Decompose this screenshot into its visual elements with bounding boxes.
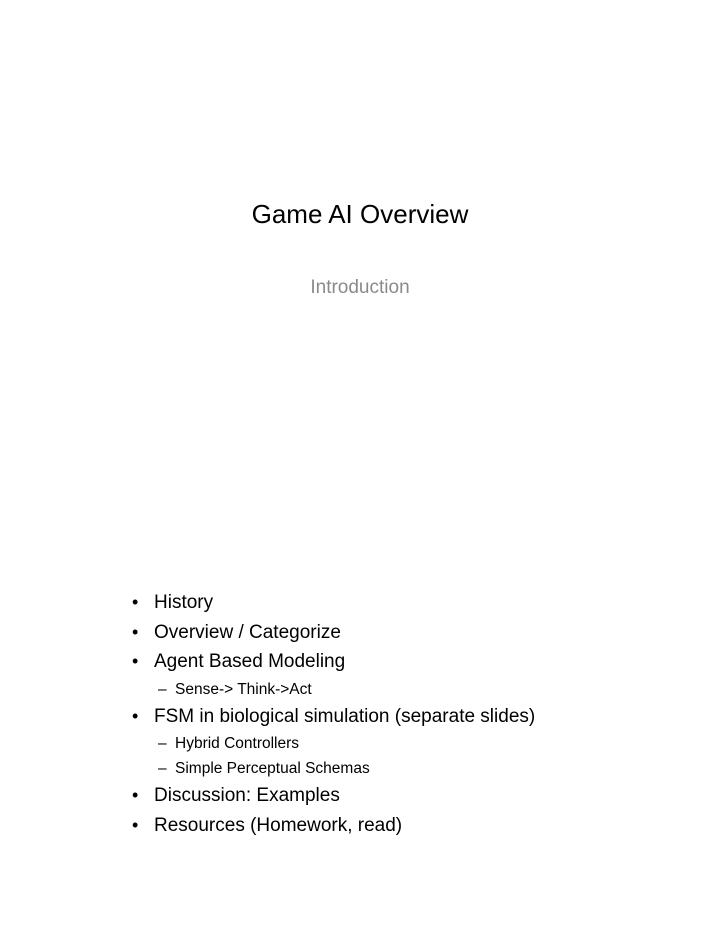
outline-subitem-text: Hybrid Controllers xyxy=(175,735,300,752)
outline-subitem-text: Sense-> Think->Act xyxy=(175,680,312,698)
outline-subitem-perceptual-schemas xyxy=(132,756,672,781)
outline-item-history xyxy=(132,588,672,618)
outline-subitem-hybrid-controllers xyxy=(132,731,672,756)
bullet-marker: • xyxy=(132,592,139,612)
slide-subtitle: Introduction xyxy=(310,277,410,298)
outline-item-fsm xyxy=(132,702,672,732)
outline-item-discussion xyxy=(132,781,672,811)
outline-subitem-text: Simple Perceptual Schemas xyxy=(175,760,370,777)
bullet-marker: • xyxy=(132,785,139,805)
dash-marker: – xyxy=(158,760,167,777)
outline-item-text: Resources (Homework, read) xyxy=(154,814,403,836)
bullet-marker: • xyxy=(132,651,139,671)
bullet-marker: • xyxy=(132,705,139,726)
slide-title: Game AI Overview xyxy=(251,199,469,229)
outline-item-resources xyxy=(132,811,672,841)
bullet-marker: • xyxy=(132,621,139,642)
outline-item-text: Agent Based Modeling xyxy=(154,651,346,672)
outline-list xyxy=(132,588,672,840)
dash-marker: – xyxy=(158,680,167,698)
outline-item-text: FSM in biological simulation (separate slides) xyxy=(154,705,536,727)
outline-item-text: Overview / Categorize xyxy=(154,621,341,643)
bullet-marker: • xyxy=(132,814,139,835)
outline-subitem-sense-think-act xyxy=(132,677,672,702)
dash-marker: – xyxy=(158,735,167,752)
outline-item-overview xyxy=(132,618,672,648)
outline-item-text: Discussion: Examples xyxy=(154,785,340,806)
outline-item-agent-based-modeling xyxy=(132,647,672,677)
outline-item-text: History xyxy=(154,592,214,613)
